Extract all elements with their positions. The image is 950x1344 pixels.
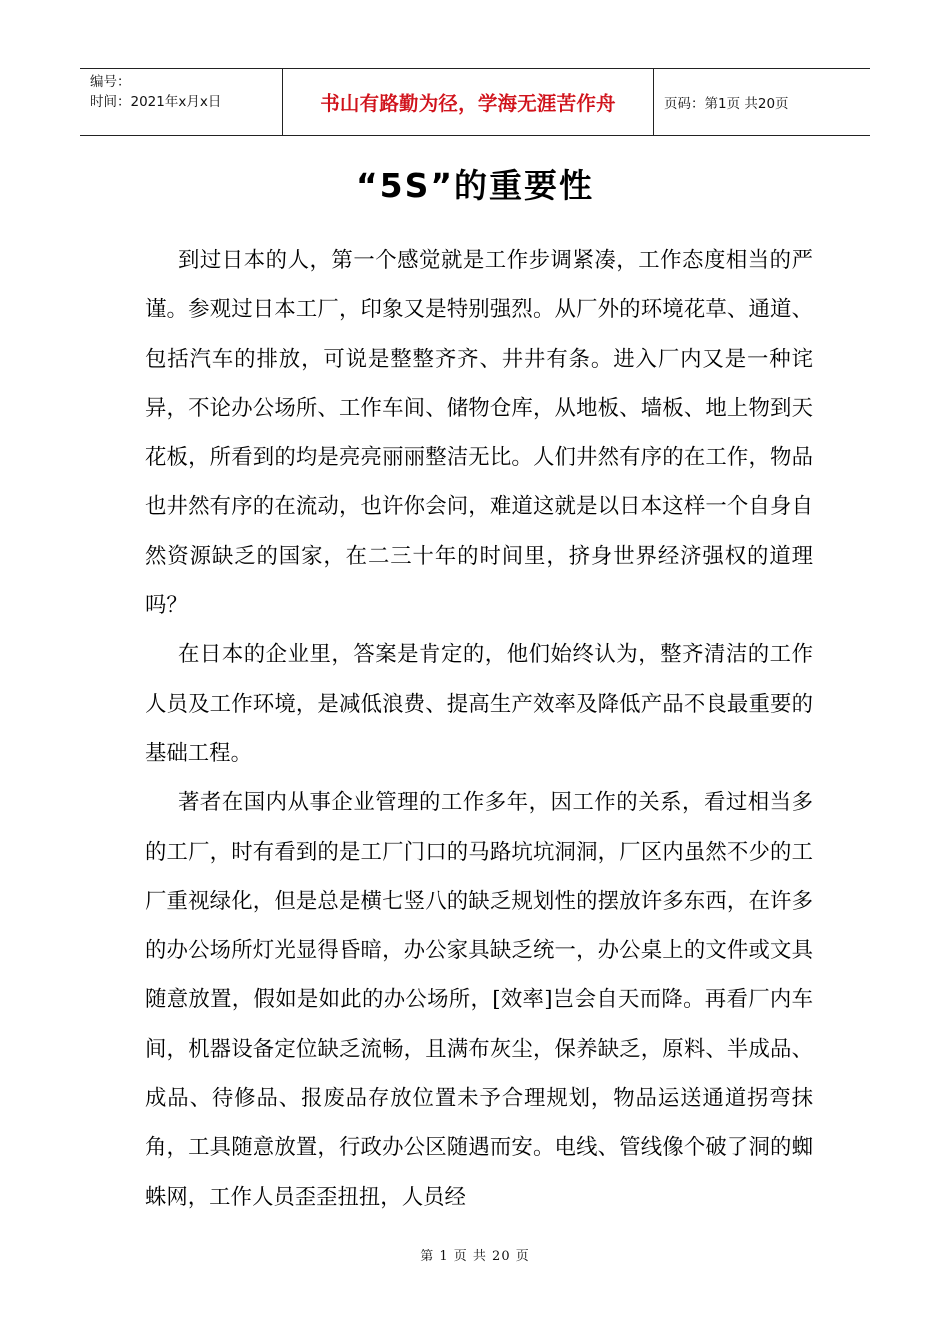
header-page-info: 页码：第1页 共20页 <box>664 96 789 112</box>
body-paragraph-3: 著者在国内从事企业管理的工作多年，因工作的关系，看过相当多的工厂，时有看到的是工厂门口的马路坑坑洞洞，厂区内虽然不少的工厂重视绿化，但是总是横七竖八的缺乏规划性的摆放许多东西，在许多的办公场所灯光显得昏暗，办公家具缺乏统一，办公桌上的文件或文具随意放置，假如是如此的办公场所，[效率]岂会自天而降。再看厂内车间，机器设备定位缺乏流畅，且满布灰尘，保养缺乏，原料、半成品、成品、待修品、报废品存放位置未予合理规划，物品运送通道拐弯抹角，工具随意放置，行政办公区随遇而安。电线、管线像个破了洞的蜘蛛网，工作人员歪歪扭扭，人员经 <box>145 790 813 1210</box>
header-motto: 书山有路勤为径，学海无涯苦作舟 <box>282 69 654 135</box>
header-meta-cell <box>80 69 282 135</box>
document-title: “5S”的重要性 <box>355 166 595 205</box>
document-date-label: 时间：2021年x月x日 <box>90 94 222 110</box>
header-table <box>80 68 870 136</box>
body-paragraph-1: 到过日本的人，第一个感觉就是工作步调紧凑，工作态度相当的严谨。参观过日本工厂，印象又是特别强烈。从厂外的环境花草、通道、包括汽车的排放，可说是整整齐齐、井井有条。进入厂内又是一种诧异，不论办公场所、工作车间、储物仓库，从地板、墙板、地上物到天花板，所看到的均是亮亮丽丽整洁无比。人们井然有序的在工作，物品也井然有序的在流动，也许你会问，难道这就是以日本这样一个自身自然资源缺乏的国家，在二三十年的时间里，挤身世界经济强权的道理吗？ <box>145 248 813 619</box>
body-paragraph-2: 在日本的企业里，答案是肯定的，他们始终认为，整齐清洁的工作人员及工作环境，是减低浪费、提高生产效率及降低产品不良最重要的基础工程。 <box>145 642 813 766</box>
page-footer: 第 1 页 共 20 页 <box>420 1249 530 1264</box>
document-body <box>145 236 813 1222</box>
document-number-label: 编号： <box>90 74 131 90</box>
